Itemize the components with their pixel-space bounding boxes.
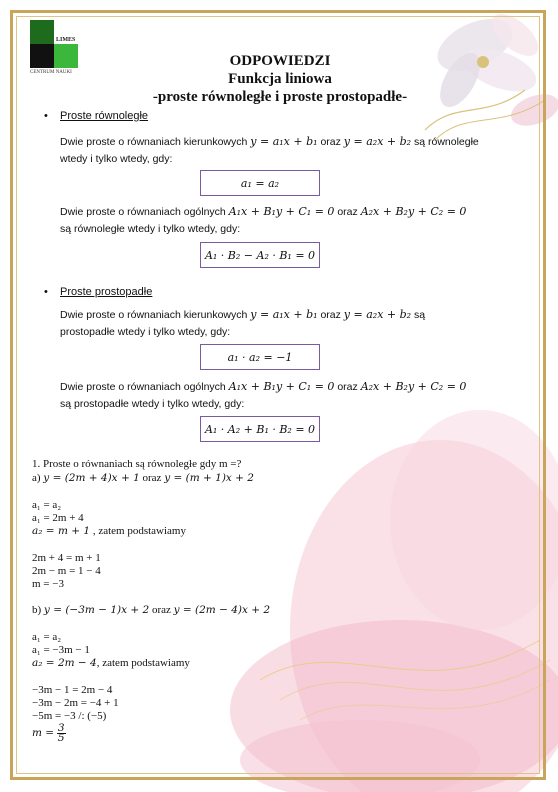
exercise-question: 1. Proste o równaniach są równoległe gdy m =?	[32, 458, 242, 470]
equation: A₂x + B₂y + C₂ = 0	[360, 205, 467, 218]
exercise-a-statement: a) y = (2m + 4)x + 1 oraz y = (m + 1)x + 2	[32, 472, 254, 484]
page-title	[140, 52, 420, 106]
solution-line: −3m − 1 = 2m − 4	[32, 684, 113, 696]
equation: A₂x + B₂y + C₂ = 0	[360, 380, 467, 393]
solution-line: −3m − 2m = −4 + 1	[32, 697, 119, 709]
equation: y = (2m − 4)x + 2	[173, 604, 271, 616]
equation: y = (−3m − 1)x + 2	[43, 604, 150, 616]
equation: y = (2m + 4)x + 1	[43, 472, 140, 484]
equation: A₁x + B₁y + C₁ = 0	[228, 380, 335, 393]
parallel-general-definition: Dwie proste o równaniach ogólnych A₁x + B₁y + C₁ = 0 oraz A₂x + B₂y + C₂ = 0 są równoległe wtedy i tylko wtedy, gdy:	[60, 205, 467, 235]
title-line-2: Funkcja liniowa	[228, 71, 332, 87]
section-heading-parallel	[44, 110, 148, 122]
equation: y = (m + 1)x + 2	[164, 472, 254, 484]
logo-name: LIMES	[56, 37, 76, 43]
exercise-b-statement: b) y = (−3m − 1)x + 2 oraz y = (2m − 4)x + 2	[32, 604, 271, 616]
solution-result: m = $\frac{3}{5}$	[32, 722, 65, 744]
solution-result: m = −3	[32, 578, 64, 590]
solution-line: a₁ = 2m + 4	[32, 512, 84, 524]
equation: A₁x + B₁y + C₁ = 0	[228, 205, 335, 218]
bullet: •	[44, 286, 48, 298]
solution-line: a₂ = m + 1 , zatem podstawiamy	[32, 525, 186, 537]
solution-line: 2m + 4 = m + 1	[32, 552, 101, 564]
formula-box: a₁ = a₂	[200, 170, 320, 196]
perpendicular-general-definition: Dwie proste o równaniach ogólnych A₁x + B₁y + C₁ = 0 oraz A₂x + B₂y + C₂ = 0 są prostopadłe wtedy i tylko wtedy, gdy:	[60, 380, 467, 410]
solution-line: 2m − m = 1 − 4	[32, 565, 101, 577]
title-line-1: ODPOWIEDZI	[229, 53, 331, 69]
bullet: •	[44, 110, 48, 122]
formula-box: a₁ · a₂ = −1	[200, 344, 320, 370]
equation: y = a₁x + b₁	[250, 135, 318, 148]
fraction: $\frac{3}{5}$	[57, 722, 65, 744]
formula-box: A₁ · B₂ − A₂ · B₁ = 0	[200, 242, 320, 268]
parallel-slope-definition: Dwie proste o równaniach kierunkowych y = a₁x + b₁ oraz y = a₂x + b₂ są równoległe wtedy i tylko wtedy, gdy:	[60, 135, 479, 165]
solution-line: −5m = −3 /: (−5)	[32, 710, 107, 722]
solution-line: a₂ = 2m − 4, zatem podstawiamy	[32, 657, 190, 669]
equation: y = a₂x + b₂	[343, 308, 412, 321]
limes-logo	[30, 20, 80, 75]
title-line-3: -proste równoległe i proste prostopadłe-	[152, 89, 408, 105]
section-heading-perpendicular	[44, 286, 152, 298]
solution-line: a₁ = −3m − 1	[32, 644, 90, 656]
formula-box: A₁ · A₂ + B₁ · B₂ = 0	[200, 416, 320, 442]
solution-line: a₁ = a₂	[32, 631, 62, 643]
solution-line: a₁ = a₂	[32, 499, 62, 511]
heading-text: Proste równoległe	[60, 110, 149, 122]
equation: y = a₂x + b₂	[343, 135, 412, 148]
equation: y = a₁x + b₁	[250, 308, 318, 321]
heading-text: Proste prostopadłe	[60, 286, 153, 298]
logo-subtitle: CENTRUM NAUKI	[30, 70, 72, 75]
perpendicular-slope-definition: Dwie proste o równaniach kierunkowych y = a₁x + b₁ oraz y = a₂x + b₂ są prostopadłe wtedy i tylko wtedy, gdy:	[60, 308, 426, 338]
